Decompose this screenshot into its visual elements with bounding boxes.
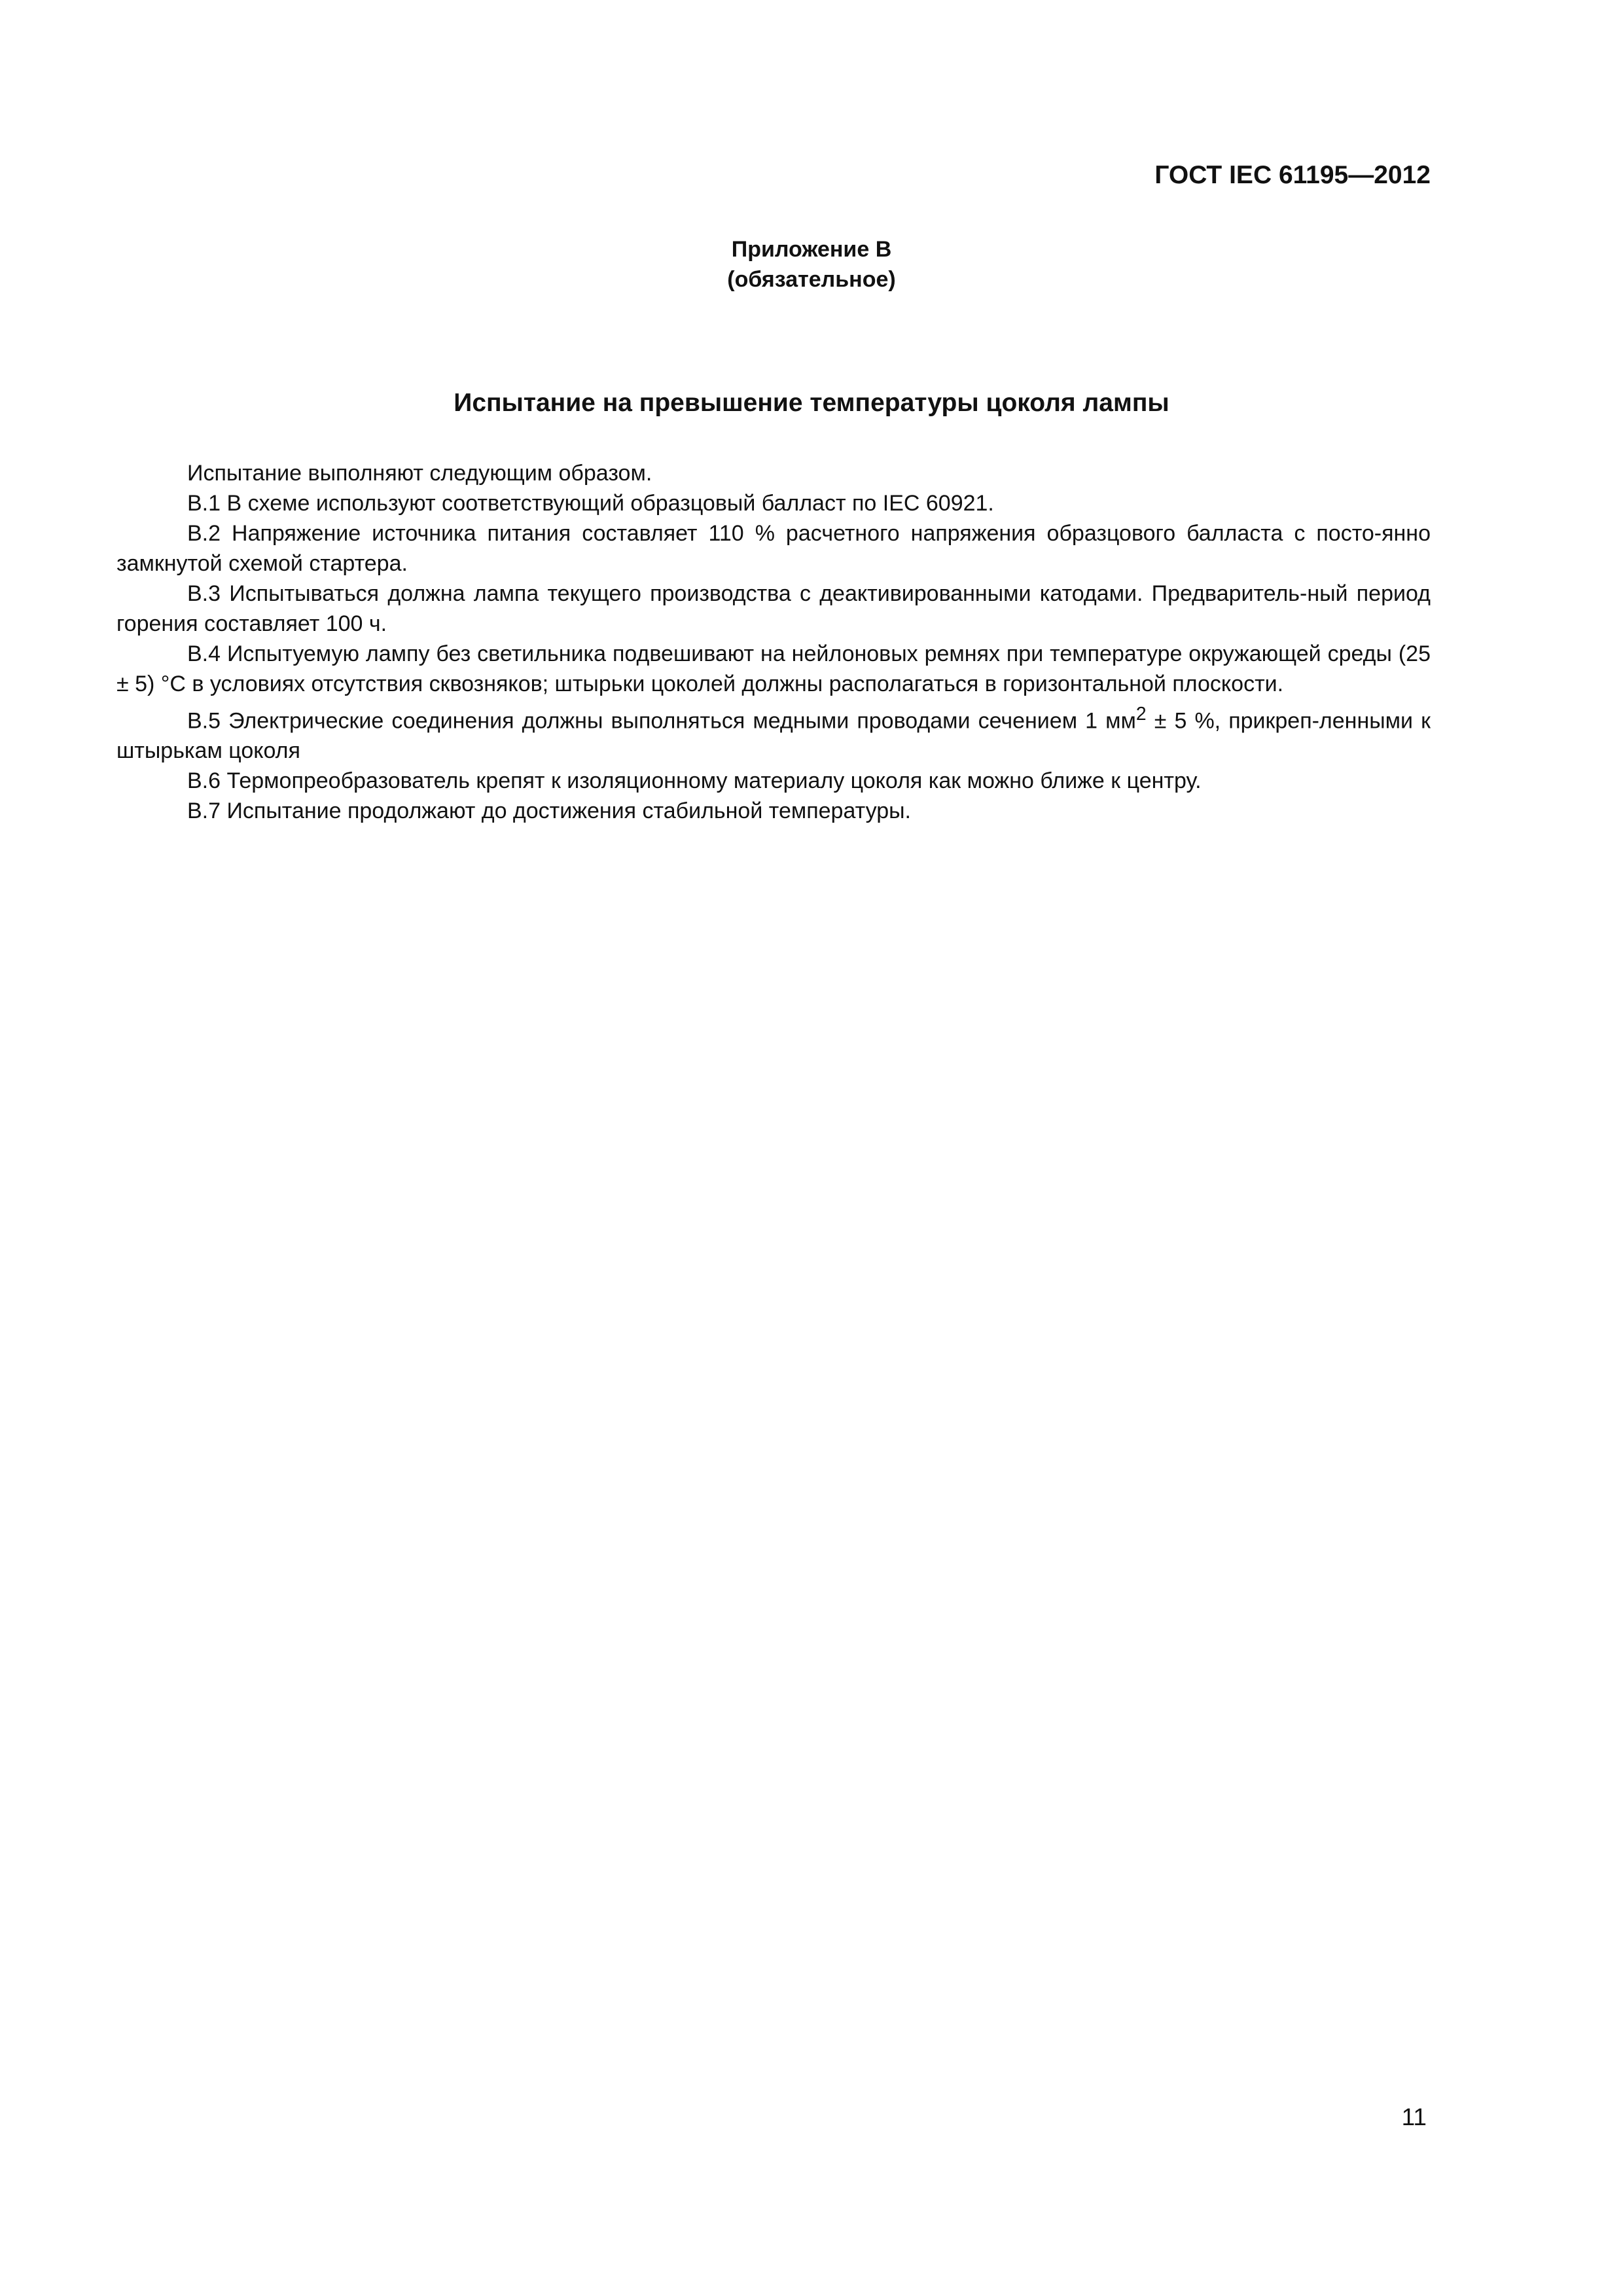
superscript-2: 2 [1135,704,1147,725]
paragraph-b6: В.6 Термопреобразователь крепят к изоляционному материалу цоколя как можно ближе к центру. [187,768,1202,794]
appendix-title: Приложение В [731,237,892,262]
paragraph-b5-start: В.5 Электрические соединения должны выполняться медными проводами сечением 1 мм [187,708,1136,734]
paragraph-b1: В.1 В схеме используют соответствующий образцовый балласт по IEC 60921. [187,491,994,516]
appendix-heading [0,234,1623,295]
paragraph-b4: В.4 Испытуемую лампу без светильника подвешивают на нейлоновых ремнях при температуре окружающей среды (25 ± 5) °С в условиях отсутствия сквозняков; штырьки цоколей должны располагаться в горизонтальной плоскости. [116,641,1431,696]
page-number: 11 [1401,2104,1427,2130]
paragraph-b3: В.3 Испытываться должна лампа текущего производства с деактивированными катодами. Предваритель-ный период горения составляет 100 ч. [116,581,1431,636]
section-title: Испытание на превышение температуры цоколя лампы [454,389,1169,417]
paragraph-intro: Испытание выполняют следующим образом. [187,461,652,486]
appendix-status: (обязательное) [727,267,896,292]
paragraph-b5 [116,699,1431,766]
paragraph-b2: В.2 Напряжение источника питания составляет 110 % расчетного напряжения образцового балласта с посто-янно замкнутой схемой стартера. [116,521,1431,576]
paragraph-b7: В.7 Испытание продолжают до достижения стабильной температуры. [187,798,911,824]
document-code: ГОСТ IEC 61195—2012 [1154,161,1431,189]
body-text [116,458,1431,826]
paragraph-b5-end: ± 5 %, прикреп-ленными к штырькам цоколя [116,708,1431,764]
